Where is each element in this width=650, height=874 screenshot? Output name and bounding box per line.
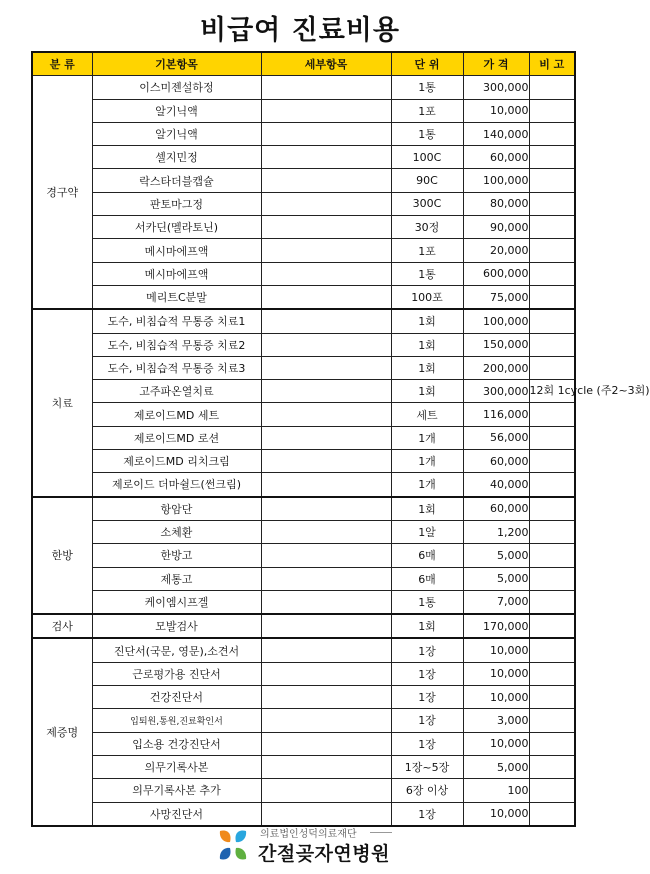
table-row (32, 380, 575, 403)
table-row (32, 497, 575, 521)
price-cell: 600,000 (463, 262, 529, 285)
unit-cell: 100C (391, 146, 463, 169)
basic-item-cell: 메리트C분말 (92, 285, 261, 309)
unit-cell: 1알 (391, 520, 463, 543)
detail-item-cell (261, 473, 391, 497)
note-cell (529, 76, 575, 99)
detail-item-cell (261, 192, 391, 215)
table-row (32, 122, 575, 145)
unit-cell: 1장 (391, 709, 463, 732)
header-detail-item: 세부항목 (261, 52, 391, 76)
note-cell (529, 732, 575, 755)
price-cell: 56,000 (463, 426, 529, 449)
note-cell (529, 450, 575, 473)
basic-item-cell: 제로이드MD 세트 (92, 403, 261, 426)
price-cell: 150,000 (463, 333, 529, 356)
note-cell (529, 802, 575, 826)
basic-item-cell: 판토마그정 (92, 192, 261, 215)
category-cell: 치료 (32, 309, 92, 496)
note-cell (529, 662, 575, 685)
note-cell (529, 216, 575, 239)
detail-item-cell (261, 544, 391, 567)
detail-item-cell (261, 732, 391, 755)
basic-item-cell: 알기닉액 (92, 122, 261, 145)
unit-cell: 1장 (391, 662, 463, 685)
price-cell: 75,000 (463, 285, 529, 309)
basic-item-cell: 메시마에프액 (92, 262, 261, 285)
category-cell: 검사 (32, 614, 92, 638)
basic-item-cell: 도수, 비침습적 무통증 치료3 (92, 356, 261, 379)
unit-cell: 1통 (391, 122, 463, 145)
table-row (32, 403, 575, 426)
table-row (32, 309, 575, 333)
basic-item-cell: 케이엠시프겔 (92, 590, 261, 614)
table-row (32, 473, 575, 497)
price-cell: 140,000 (463, 122, 529, 145)
unit-cell: 세트 (391, 403, 463, 426)
basic-item-cell: 셀지민정 (92, 146, 261, 169)
price-cell: 100,000 (463, 309, 529, 333)
header-unit: 단 위 (391, 52, 463, 76)
price-cell: 20,000 (463, 239, 529, 262)
page-title: 비급여 진료비용 (200, 15, 400, 46)
header-basic-item: 기본항목 (92, 52, 261, 76)
unit-cell: 1회 (391, 497, 463, 521)
detail-item-cell (261, 520, 391, 543)
unit-cell: 1포 (391, 99, 463, 122)
price-cell: 40,000 (463, 473, 529, 497)
price-cell: 5,000 (463, 544, 529, 567)
price-cell: 5,000 (463, 567, 529, 590)
unit-cell: 1통 (391, 262, 463, 285)
price-cell: 60,000 (463, 450, 529, 473)
unit-cell: 1개 (391, 450, 463, 473)
table-row (32, 216, 575, 239)
table-row (32, 426, 575, 449)
price-cell: 60,000 (463, 497, 529, 521)
detail-item-cell (261, 333, 391, 356)
category-cell: 경구약 (32, 76, 92, 309)
category-cell: 한방 (32, 497, 92, 614)
basic-item-cell: 제로이드 더마쉴드(썬크림) (92, 473, 261, 497)
unit-cell: 1장~5장 (391, 755, 463, 778)
table-row (32, 146, 575, 169)
price-cell: 100 (463, 779, 529, 802)
basic-item-cell: 제통고 (92, 567, 261, 590)
table-row (32, 192, 575, 215)
note-cell (529, 473, 575, 497)
detail-item-cell (261, 426, 391, 449)
basic-item-cell: 락스타더블캡슐 (92, 169, 261, 192)
note-cell (529, 192, 575, 215)
table-row (32, 520, 575, 543)
table-row (32, 638, 575, 662)
logo-divider (370, 832, 392, 833)
unit-cell: 6매 (391, 544, 463, 567)
note-cell (529, 309, 575, 333)
note-cell (529, 333, 575, 356)
price-cell: 90,000 (463, 216, 529, 239)
basic-item-cell: 의무기록사본 추가 (92, 779, 261, 802)
unit-cell: 30정 (391, 216, 463, 239)
note-cell (529, 590, 575, 614)
basic-item-cell: 모발검사 (92, 614, 261, 638)
hospital-logo-icon (216, 828, 250, 862)
note-cell (529, 285, 575, 309)
unit-cell: 1장 (391, 638, 463, 662)
table-row (32, 614, 575, 638)
table-row (32, 333, 575, 356)
note-cell (529, 755, 575, 778)
note-cell (529, 709, 575, 732)
note-cell (529, 262, 575, 285)
basic-item-cell: 도수, 비침습적 무통증 치료1 (92, 309, 261, 333)
basic-item-cell: 진단서(국문, 영문),소견서 (92, 638, 261, 662)
table-row (32, 356, 575, 379)
basic-item-cell: 근로평가용 진단서 (92, 662, 261, 685)
detail-item-cell (261, 686, 391, 709)
note-cell (529, 356, 575, 379)
basic-item-cell: 메시마에프액 (92, 239, 261, 262)
price-cell: 80,000 (463, 192, 529, 215)
note-cell (529, 779, 575, 802)
unit-cell: 1회 (391, 333, 463, 356)
unit-cell: 1통 (391, 590, 463, 614)
category-cell: 제증명 (32, 638, 92, 825)
table-row (32, 686, 575, 709)
basic-item-cell: 고주파온열치료 (92, 380, 261, 403)
note-cell (529, 686, 575, 709)
detail-item-cell (261, 122, 391, 145)
basic-item-cell: 이스미젠설하정 (92, 76, 261, 99)
hospital-name: 간절곶자연병원 (258, 843, 390, 865)
table-row (32, 99, 575, 122)
note-cell (529, 169, 575, 192)
detail-item-cell (261, 380, 391, 403)
detail-item-cell (261, 497, 391, 521)
unit-cell: 300C (391, 192, 463, 215)
detail-item-cell (261, 403, 391, 426)
unit-cell: 1회 (391, 380, 463, 403)
table-row (32, 732, 575, 755)
detail-item-cell (261, 638, 391, 662)
price-cell: 10,000 (463, 99, 529, 122)
table-row (32, 590, 575, 614)
detail-item-cell (261, 662, 391, 685)
detail-item-cell (261, 709, 391, 732)
detail-item-cell (261, 779, 391, 802)
fee-table (31, 51, 650, 827)
table-row (32, 567, 575, 590)
basic-item-cell: 입퇴원,통원,진료확인서 (92, 709, 261, 732)
note-cell (529, 614, 575, 638)
unit-cell: 6장 이상 (391, 779, 463, 802)
price-cell: 170,000 (463, 614, 529, 638)
unit-cell: 1장 (391, 802, 463, 826)
detail-item-cell (261, 285, 391, 309)
unit-cell: 6매 (391, 567, 463, 590)
price-cell: 200,000 (463, 356, 529, 379)
price-cell: 10,000 (463, 802, 529, 826)
detail-item-cell (261, 169, 391, 192)
detail-item-cell (261, 262, 391, 285)
table-row (32, 779, 575, 802)
detail-item-cell (261, 216, 391, 239)
detail-item-cell (261, 309, 391, 333)
table-row (32, 76, 575, 99)
detail-item-cell (261, 239, 391, 262)
table-row (32, 285, 575, 309)
price-cell: 1,200 (463, 520, 529, 543)
unit-cell: 1장 (391, 732, 463, 755)
price-cell: 10,000 (463, 638, 529, 662)
hospital-foundation-name: 의료법인성덕의료재단 (260, 829, 357, 840)
table-row (32, 450, 575, 473)
header-note: 비 고 (529, 52, 575, 76)
basic-item-cell: 사망진단서 (92, 802, 261, 826)
table-row (32, 755, 575, 778)
note-cell (529, 544, 575, 567)
table-row (32, 544, 575, 567)
header-price: 가 격 (463, 52, 529, 76)
basic-item-cell: 항암단 (92, 497, 261, 521)
table-row (32, 262, 575, 285)
note-cell (529, 239, 575, 262)
detail-item-cell (261, 356, 391, 379)
basic-item-cell: 알기닉액 (92, 99, 261, 122)
basic-item-cell: 제로이드MD 리치크림 (92, 450, 261, 473)
unit-cell: 1개 (391, 473, 463, 497)
unit-cell: 100포 (391, 285, 463, 309)
unit-cell: 1장 (391, 686, 463, 709)
basic-item-cell: 건강진단서 (92, 686, 261, 709)
price-cell: 100,000 (463, 169, 529, 192)
detail-item-cell (261, 99, 391, 122)
price-cell: 10,000 (463, 686, 529, 709)
unit-cell: 1회 (391, 614, 463, 638)
unit-cell: 1개 (391, 426, 463, 449)
table-header-row (32, 52, 575, 76)
basic-item-cell: 소체환 (92, 520, 261, 543)
table-row (32, 662, 575, 685)
note-cell (529, 146, 575, 169)
price-cell: 60,000 (463, 146, 529, 169)
note-cell (529, 403, 575, 426)
basic-item-cell: 의무기록사본 (92, 755, 261, 778)
fee-table-body (32, 76, 650, 826)
basic-item-cell: 도수, 비침습적 무통증 치료2 (92, 333, 261, 356)
note-cell (529, 520, 575, 543)
detail-item-cell (261, 146, 391, 169)
unit-cell: 1포 (391, 239, 463, 262)
table-row (32, 709, 575, 732)
price-cell: 300,000 (463, 380, 529, 403)
table-row (32, 169, 575, 192)
price-cell: 300,000 (463, 76, 529, 99)
note-cell (529, 497, 575, 521)
note-cell (529, 122, 575, 145)
note-cell (529, 426, 575, 449)
note-cell (529, 567, 575, 590)
note-cell (529, 638, 575, 662)
detail-item-cell (261, 76, 391, 99)
unit-cell: 1통 (391, 76, 463, 99)
detail-item-cell (261, 614, 391, 638)
price-cell: 116,000 (463, 403, 529, 426)
price-cell: 7,000 (463, 590, 529, 614)
basic-item-cell: 한방고 (92, 544, 261, 567)
price-cell: 5,000 (463, 755, 529, 778)
table-row (32, 239, 575, 262)
unit-cell: 1회 (391, 356, 463, 379)
detail-item-cell (261, 755, 391, 778)
price-cell: 3,000 (463, 709, 529, 732)
basic-item-cell: 서카딘(멜라토닌) (92, 216, 261, 239)
basic-item-cell: 입소용 건강진단서 (92, 732, 261, 755)
detail-item-cell (261, 450, 391, 473)
header-category: 분 류 (32, 52, 92, 76)
unit-cell: 1회 (391, 309, 463, 333)
unit-cell: 90C (391, 169, 463, 192)
price-cell: 10,000 (463, 732, 529, 755)
price-cell: 10,000 (463, 662, 529, 685)
hospital-logo (212, 822, 392, 870)
note-cell (529, 99, 575, 122)
basic-item-cell: 제로이드MD 로션 (92, 426, 261, 449)
detail-item-cell (261, 590, 391, 614)
detail-item-cell (261, 567, 391, 590)
note-cell: 12회 1cycle (주2~3회) (529, 380, 575, 403)
